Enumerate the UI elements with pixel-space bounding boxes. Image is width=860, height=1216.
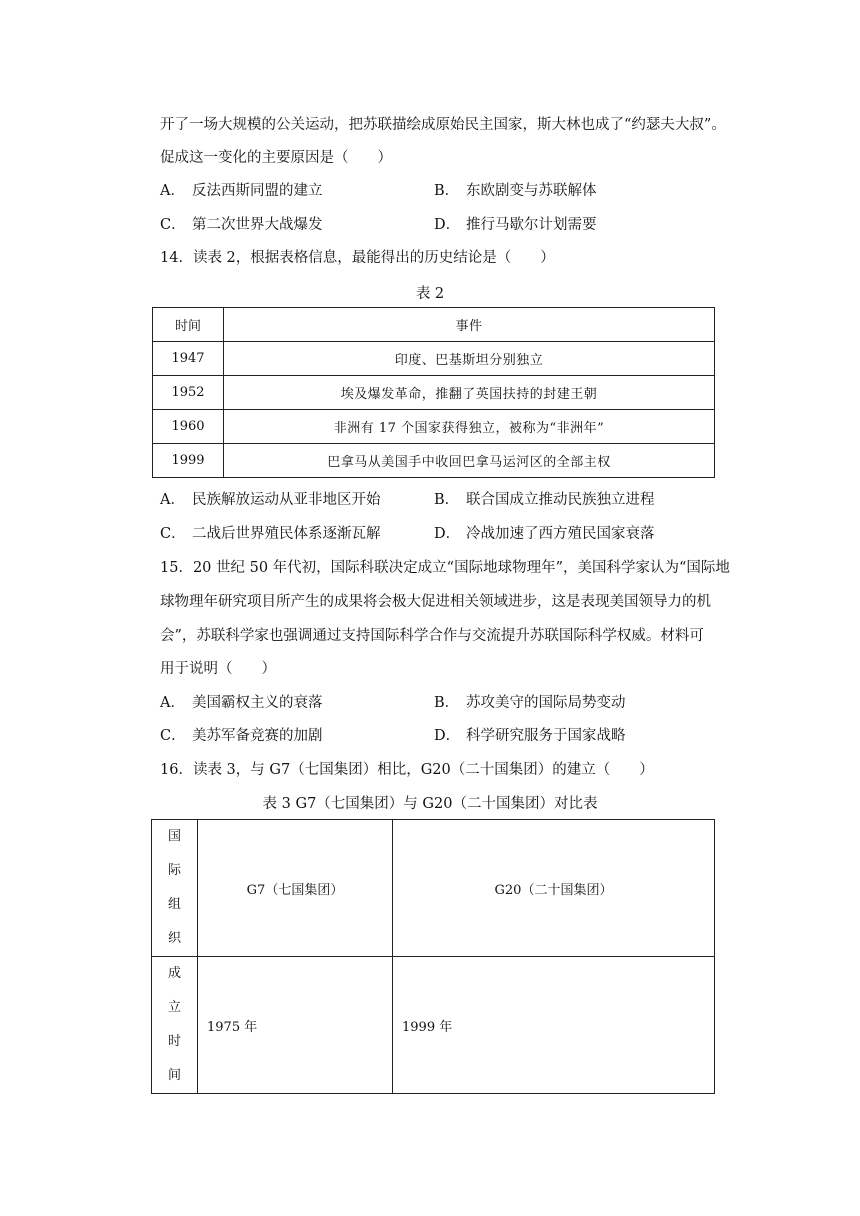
q14-option-a[interactable]: A． 民族解放运动从亚非地区开始 — [160, 492, 381, 508]
header-time: 时间 — [153, 308, 224, 342]
q13-option-a[interactable]: A． 反法西斯同盟的建立 — [160, 183, 323, 199]
cell-event: 埃及爆发革命，推翻了英国扶持的封建王朝 — [224, 376, 715, 410]
cell-year: 1999 — [153, 444, 224, 478]
cell-event: 巴拿马从美国手中收回巴拿马运河区的全部主权 — [224, 444, 715, 478]
q15-option-a[interactable]: A． 美国霸权主义的衰落 — [160, 695, 323, 711]
table-header-row — [153, 308, 715, 342]
q13-option-c[interactable]: C． 第二次世界大战爆发 — [160, 217, 323, 233]
cell-year: 1947 — [153, 342, 224, 376]
q13-stem-line1: 开了一场大规模的公关运动，把苏联描绘成原始民主国家，斯大林也成了“约瑟夫大叔”。 — [160, 117, 726, 133]
cell-year: 1960 — [153, 410, 224, 444]
cell-event: 非洲有 17 个国家获得独立，被称为“非洲年” — [224, 410, 715, 444]
q14-option-b[interactable]: B． 联合国成立推动民族独立进程 — [434, 492, 655, 508]
q14-option-d[interactable]: D． 冷战加速了西方殖民国家衰落 — [434, 526, 655, 542]
cell-founded-label: 成立时间 — [152, 957, 198, 1094]
cell-event: 印度、巴基斯坦分别独立 — [224, 342, 715, 376]
q13-stem-line2: 促成这一变化的主要原因是（ ） — [160, 150, 392, 166]
q15-stem-line4: 用于说明（ ） — [160, 661, 276, 677]
cell-year: 1952 — [153, 376, 224, 410]
q13-option-d[interactable]: D． 推行马歇尔计划需要 — [434, 217, 597, 233]
table-row — [153, 342, 715, 376]
cell-g20-year: 1999 年 — [393, 957, 715, 1094]
cell-g7: G7（七国集团） — [198, 820, 393, 957]
q15-option-b[interactable]: B． 苏攻美守的国际局势变动 — [434, 695, 626, 711]
table2-title: 表 2 — [415, 286, 445, 302]
table-row — [152, 957, 715, 1094]
table-row — [153, 410, 715, 444]
q15-stem-line1: 15．20 世纪 50 年代初，国际科联决定成立“国际地球物理年”，美国科学家认为“国际地 — [160, 560, 730, 576]
table-3 — [151, 819, 715, 1094]
table-row — [153, 376, 715, 410]
q15-option-c[interactable]: C． 美苏军备竞赛的加剧 — [160, 728, 323, 744]
q13-option-b[interactable]: B． 东欧剧变与苏联解体 — [434, 183, 597, 199]
q15-stem-line3: 会”，苏联科学家也强调通过支持国际科学合作与交流提升苏联国际科学权威。材料可 — [160, 628, 704, 644]
table-row — [152, 820, 715, 957]
q15-stem-line2: 球物理年研究项目所产生的成果将会极大促进相关领域进步，这是表现美国领导力的机 — [160, 594, 711, 610]
q15-option-d[interactable]: D． 科学研究服务于国家战略 — [434, 728, 626, 744]
q16-stem: 16．读表 3，与 G7（七国集团）相比，G20（二十国集团）的建立（ ） — [160, 762, 654, 778]
table-row — [153, 444, 715, 478]
cell-org-label: 国际组织 — [152, 820, 198, 957]
header-event: 事件 — [224, 308, 715, 342]
q14-option-c[interactable]: C． 二战后世界殖民体系逐渐瓦解 — [160, 526, 381, 542]
cell-g7-year: 1975 年 — [198, 957, 393, 1094]
cell-g20: G20（二十国集团） — [393, 820, 715, 957]
table-2 — [152, 307, 715, 478]
table3-title: 表 3 G7（七国集团）与 G20（二十国集团）对比表 — [262, 796, 598, 812]
q14-stem: 14．读表 2，根据表格信息，最能得出的历史结论是（ ） — [160, 250, 555, 266]
